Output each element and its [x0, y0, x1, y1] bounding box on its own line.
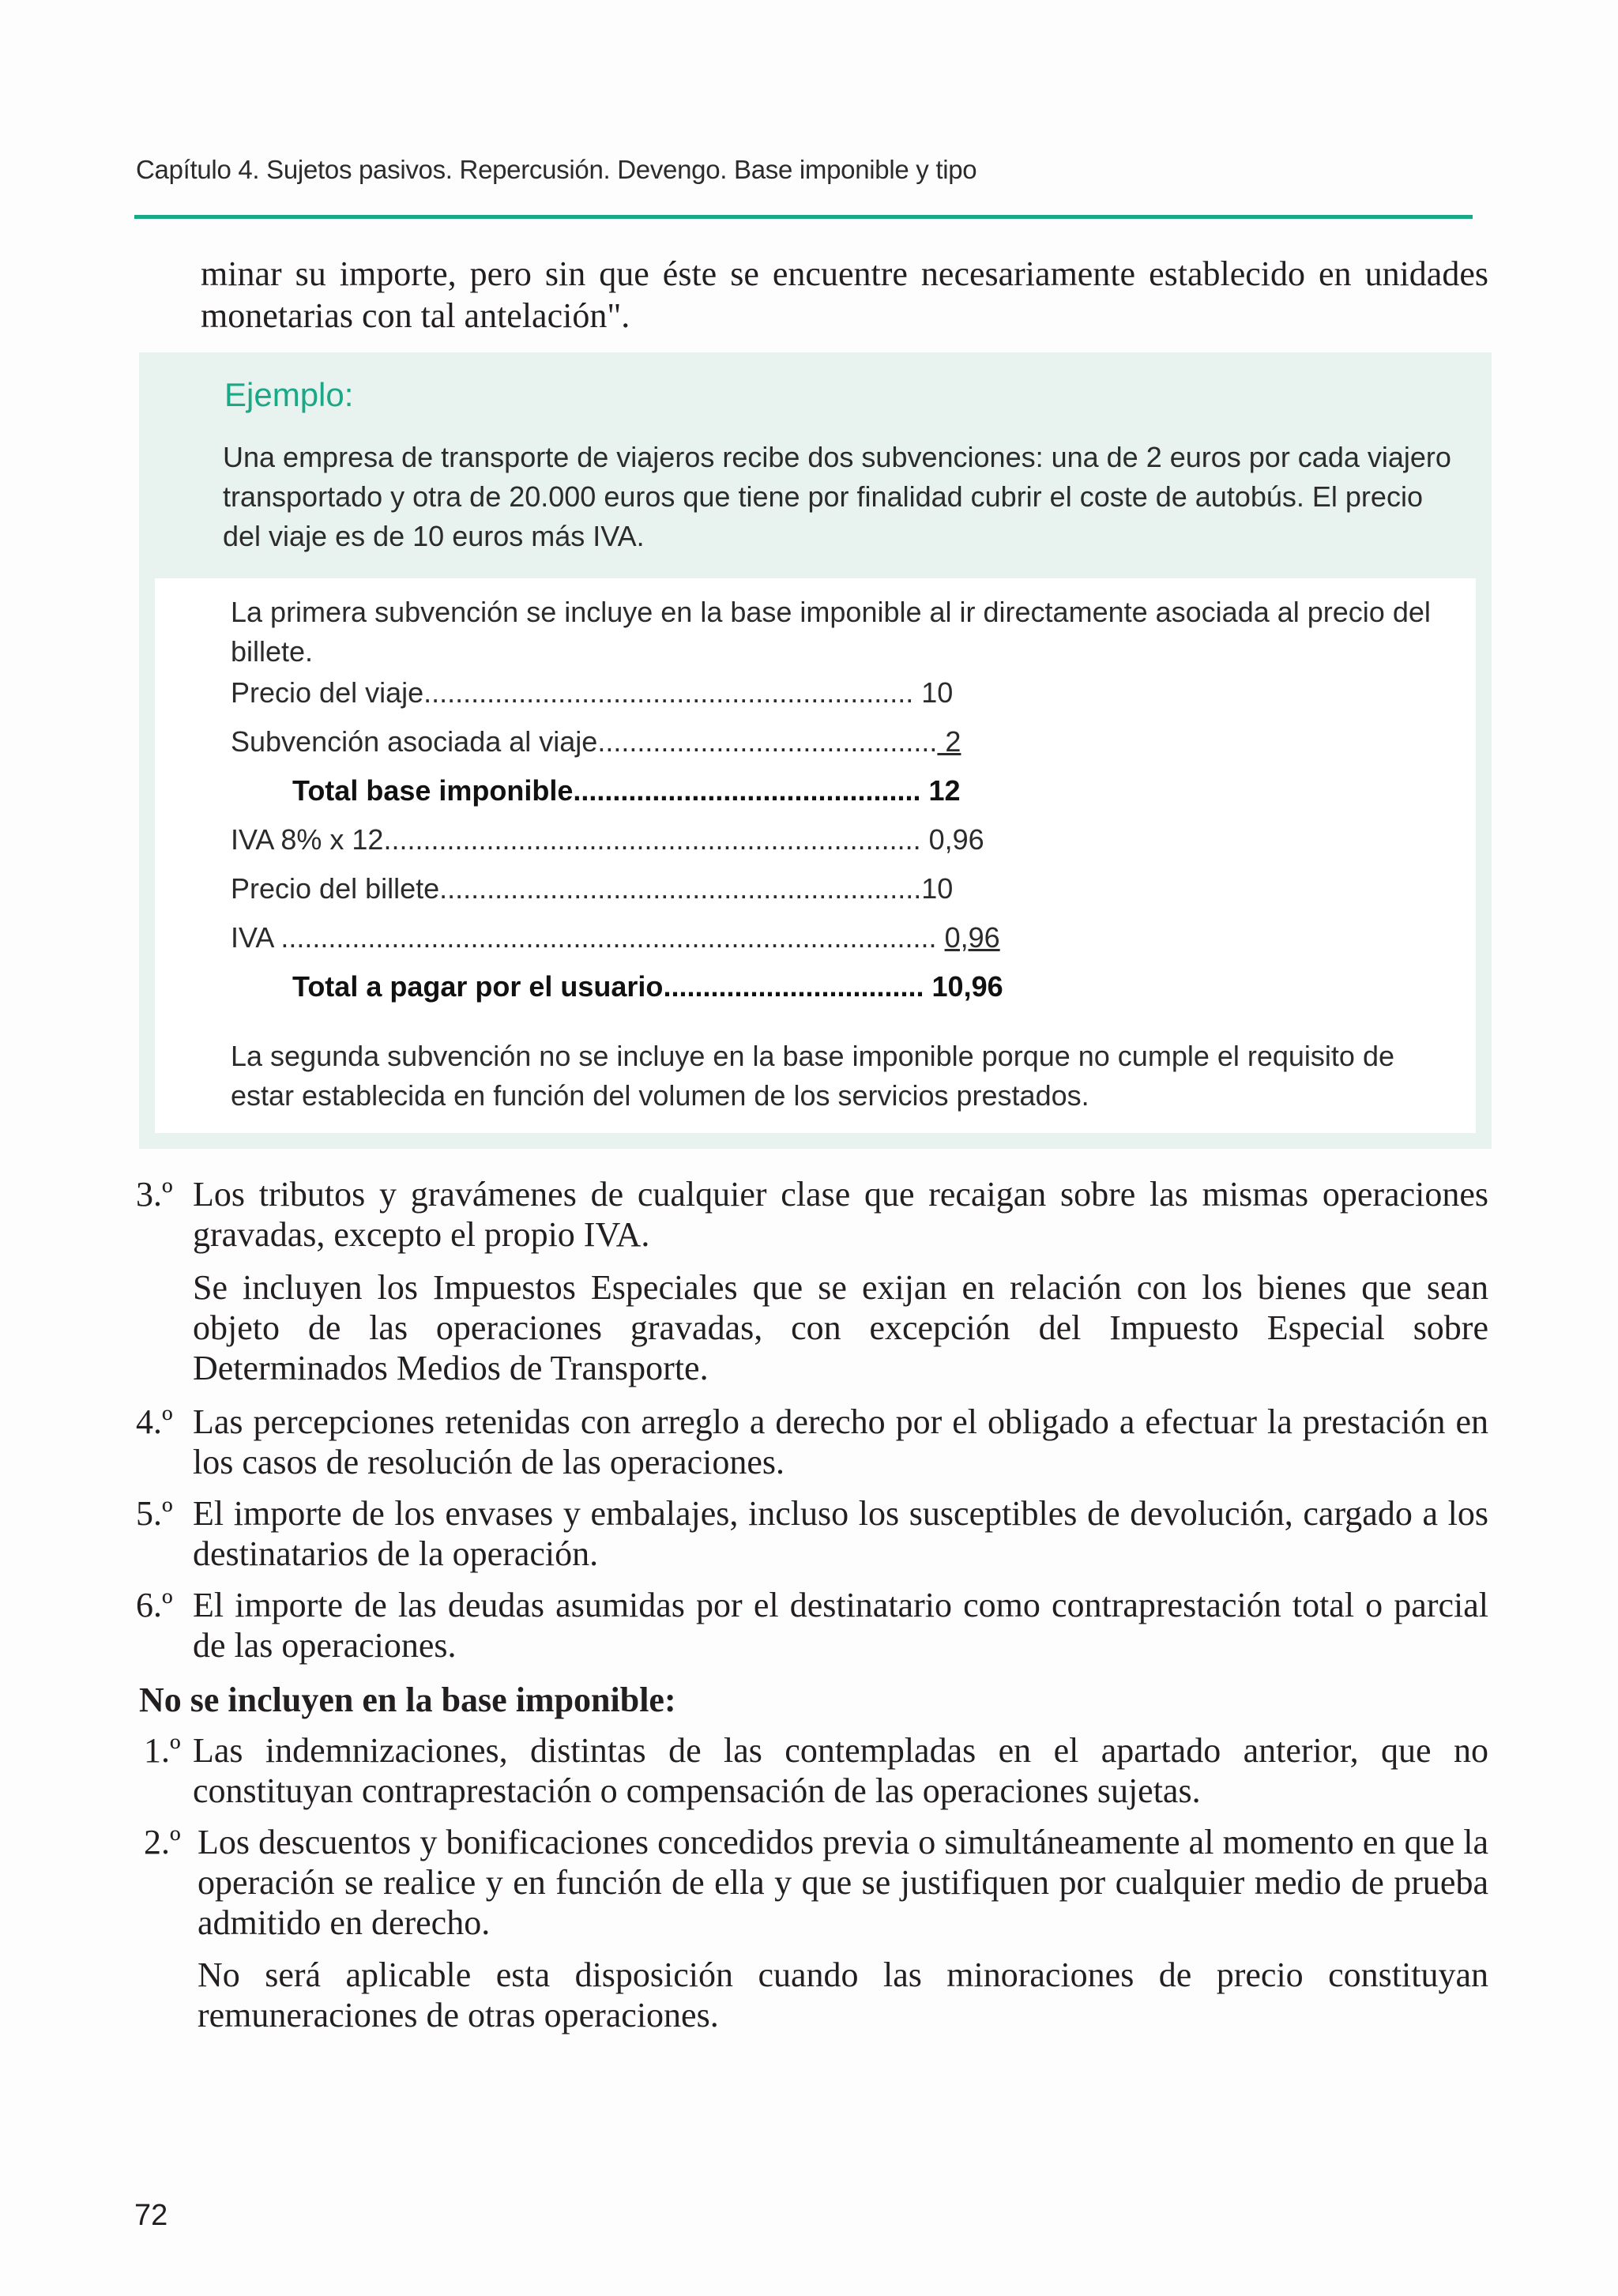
calc-line-precio-viaje: Precio del viaje.............................................................. 10	[231, 676, 954, 709]
calc-line-iva: IVA ................................................................................... 0,96	[231, 921, 1000, 954]
second-subsidy-note: La segunda subvención no se incluye en la base imponible porque no cumple el requisito de estar establecida en función del volumen de los servicios prestados.	[231, 1040, 1394, 1112]
header-rule	[134, 215, 1473, 219]
example-statement: Una empresa de transporte de viajeros recibe dos subvenciones: una de 2 euros por cada viajero transportado y otra de 20.000 euros que tiene por finalidad cubrir el coste de autobús. El precio del viaje es de 10 euros más IVA.	[223, 441, 1451, 552]
item-number: 3.º	[136, 1175, 173, 1214]
item-number: 6.º	[136, 1586, 173, 1624]
item-extra: Se incluyen los Impuestos Especiales que se exijan en relación con los bienes que sean objeto de las operaciones gravadas, con excepción del Impuesto Especial sobre Determinados Medios de Transporte.	[193, 1268, 1488, 1387]
calc-line-subvencion: Subvención asociada al viaje........................................... 2	[231, 725, 961, 758]
item-number: 2.º	[144, 1823, 181, 1861]
item-number: 5.º	[136, 1494, 173, 1533]
calc-line-precio-billete: Precio del billete.............................................................10	[231, 872, 954, 905]
page-number: 72	[134, 2199, 168, 2232]
item-text: El importe de los envases y embalajes, incluso los susceptibles de devolución, cargado a los destinatarios de la operación.	[193, 1494, 1488, 1573]
example-title: Ejemplo:	[224, 376, 354, 413]
item-extra: No será aplicable esta disposición cuando las minoraciones de precio constituyan remuneraciones de otras operaciones.	[198, 1955, 1488, 2034]
item-text: Los tributos y gravámenes de cualquier clase que recaigan sobre las mismas operaciones gravadas, excepto el propio IVA.	[193, 1175, 1488, 1254]
chapter-header: Capítulo 4. Sujetos pasivos. Repercusión. Devengo. Base imponible y tipo	[136, 155, 977, 184]
excluded-heading: No se incluyen en la base imponible:	[139, 1681, 676, 1719]
example-solution-box	[155, 578, 1476, 1133]
calc-line-total-pagar: Total a pagar por el usuario................................. 10,96	[292, 970, 1003, 1003]
item-number: 4.º	[136, 1402, 173, 1441]
item-number: 1.º	[144, 1731, 181, 1770]
item-text: Los descuentos y bonificaciones concedidos previa o simultáneamente al momento en que la operación se realice y en función de ella y que se justifiquen por cualquier medio de prueba admitido en derecho.	[198, 1823, 1488, 1942]
item-text: Las percepciones retenidas con arreglo a derecho por el obligado a efectuar la prestación en los casos de resolución de las operaciones.	[193, 1402, 1488, 1481]
calc-line-iva-calc: IVA 8% x 12.................................................................... 0,96	[231, 823, 984, 856]
item-text: Las indemnizaciones, distintas de las contempladas en el apartado anterior, que no constituyan contraprestación o compensación de las operaciones sujetas.	[193, 1731, 1488, 1810]
example-box	[139, 352, 1492, 1149]
calc-line-total-base: Total base imponible............................................ 12	[292, 774, 961, 807]
first-subsidy-note: La primera subvención se incluye en la base imponible al ir directamente asociada al precio del billete.	[231, 596, 1431, 668]
item-text: El importe de las deudas asumidas por el destinatario como contraprestación total o parcial de las operaciones.	[193, 1586, 1488, 1665]
intro-paragraph: minar su importe, pero sin que éste se encuentre necesariamente establecido en unidades monetarias con tal antelación".	[201, 254, 1488, 335]
